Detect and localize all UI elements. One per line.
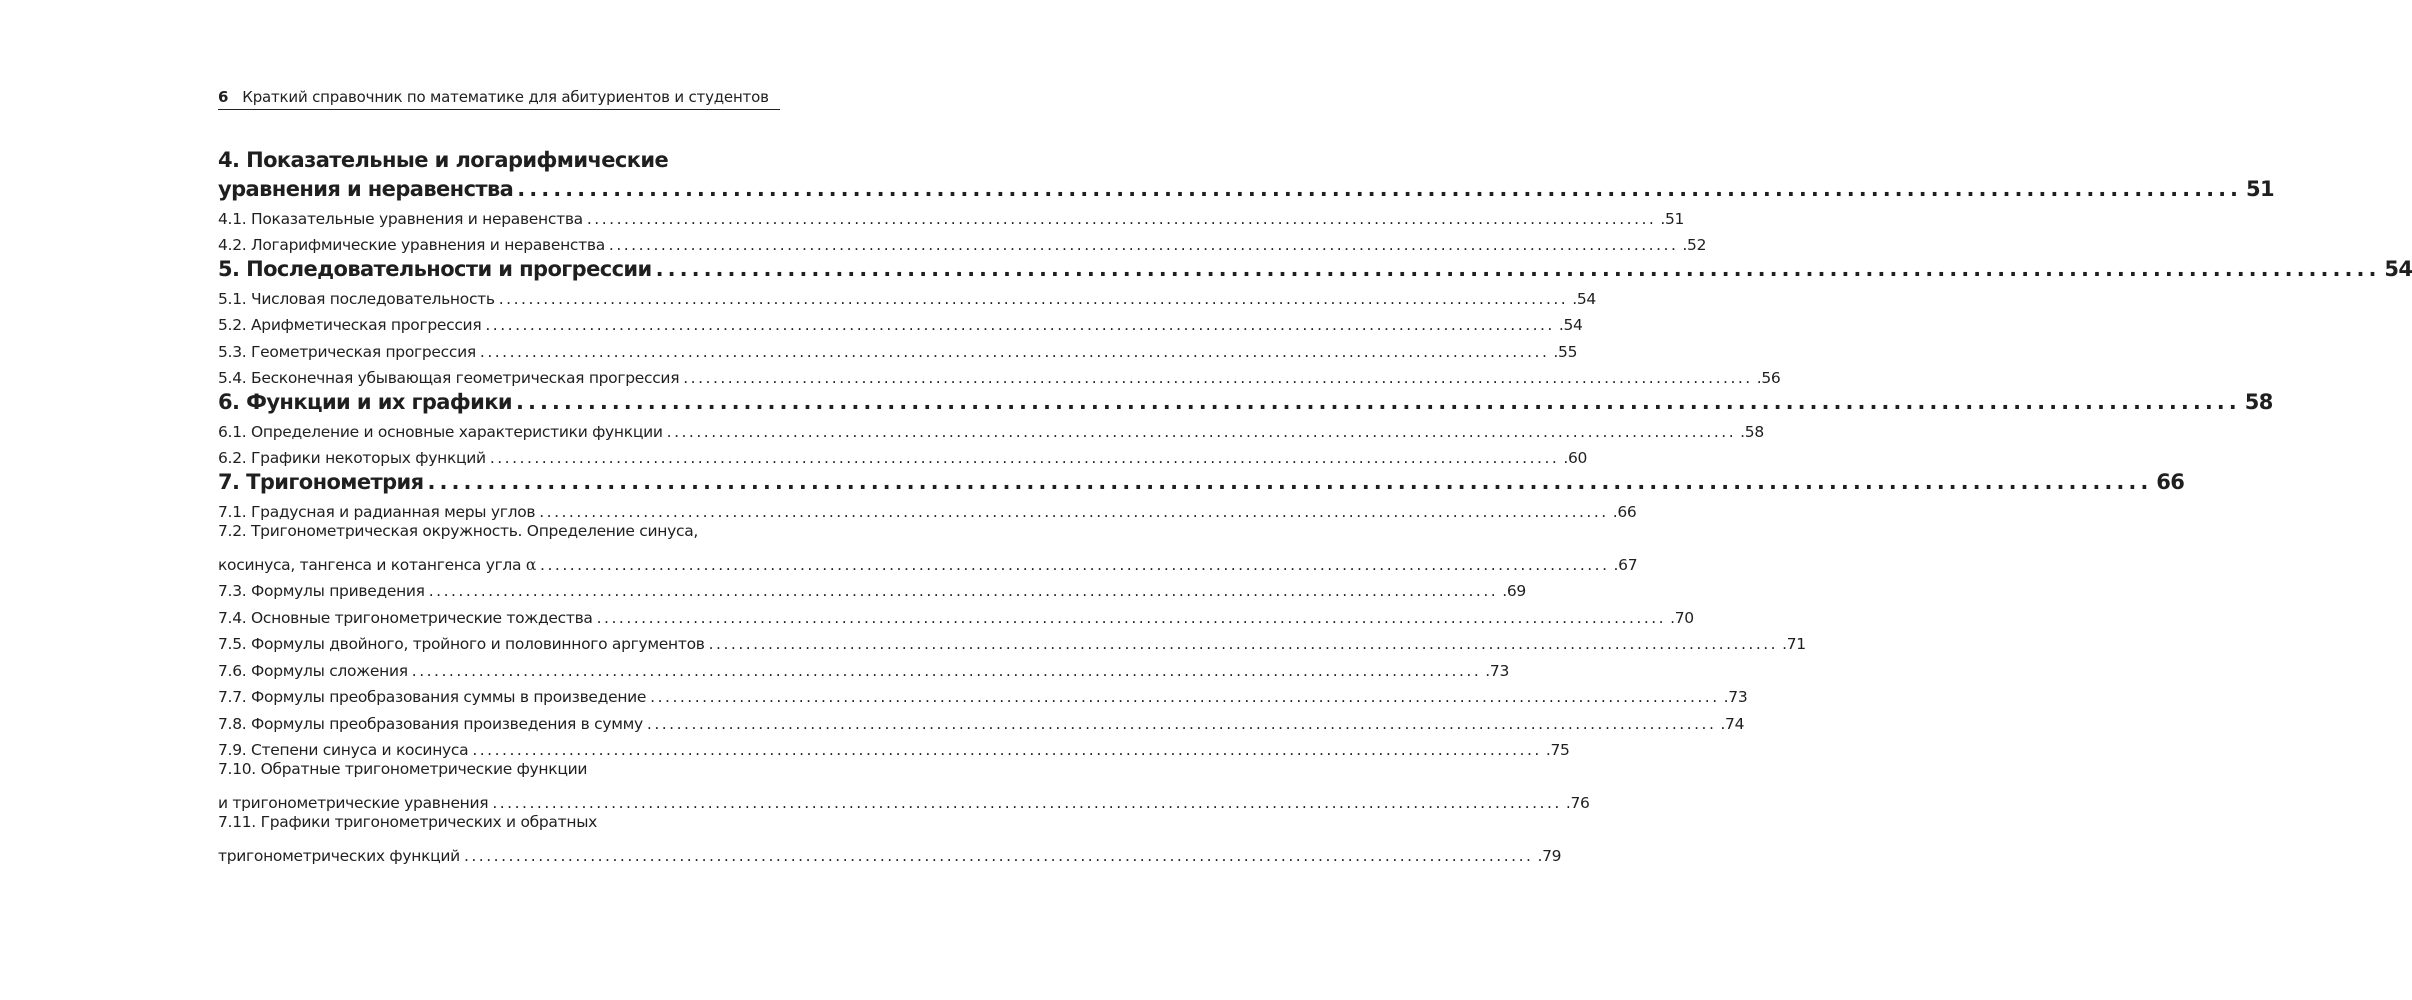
toc-page-number: 51: [2246, 176, 2275, 201]
toc-page-number: .79: [1537, 847, 1562, 866]
toc-section-title-line2: и тригонометрические уравнения: [218, 794, 489, 813]
dot-leader: ................................................................................................................................................: [492, 794, 1562, 813]
toc-page-number: .55: [1553, 342, 1578, 361]
toc-page-number: .51: [1660, 209, 1685, 228]
toc-page-number: .54: [1572, 289, 1596, 308]
toc-section-title: 4.2. Логарифмические уравнения и неравенства: [218, 236, 605, 255]
toc-section-title: 7.1. Градусная и радианная меры углов: [218, 502, 536, 521]
toc-page-number: .56: [1756, 369, 1781, 388]
toc-page-number: .73: [1485, 661, 1510, 680]
toc-page-number: .60: [1563, 449, 1588, 468]
toc-page-number: .74: [1720, 714, 1745, 733]
toc-section-title: 7.6. Формулы сложения: [218, 661, 408, 680]
toc-page-number: .73: [1723, 688, 1748, 707]
toc-section-title: 6.2. Графики некоторых функций: [218, 449, 486, 468]
dot-leader: ................................................................................................................................................: [650, 688, 1720, 707]
toc-section-title-line2: тригонометрических функций: [218, 847, 460, 866]
toc-section-title: 6.1. Определение и основные характеристики функции: [218, 422, 663, 441]
dot-leader: ................................................................................................................................................: [655, 256, 2381, 281]
table-of-contents: [218, 148, 2412, 866]
dot-leader: ................................................................................................................................................: [515, 389, 2241, 414]
toc-page-number: .69: [1502, 582, 1526, 601]
toc-section-title: 7.8. Формулы преобразования произведения в сумму: [218, 714, 643, 733]
dot-leader: ................................................................................................................................................: [427, 469, 2153, 494]
toc-chapter-4-title-line2: уравнения и неравенства: [218, 176, 514, 201]
toc-section-7-5[interactable]: [218, 628, 1806, 655]
toc-chapter-title: 7. Тригонометрия: [218, 469, 424, 494]
toc-chapter-title: 6. Функции и их графики: [218, 389, 512, 414]
toc-section-title: 7.5. Формулы двойного, тройного и половинного аргументов: [218, 635, 705, 654]
toc-page-number: .76: [1565, 794, 1590, 813]
toc-section-title: 5.4. Бесконечная убывающая геометрическая прогрессия: [218, 369, 680, 388]
toc-section-7-10[interactable]: [218, 787, 1590, 814]
toc-section-title: 7.9. Степени синуса и косинуса: [218, 741, 469, 760]
toc-section-5-3[interactable]: [218, 335, 1578, 362]
toc-section-title: 5.3. Геометрическая прогрессия: [218, 342, 476, 361]
dot-leader: ................................................................................................................................................: [485, 316, 1555, 335]
toc-section-title: 7.7. Формулы преобразования суммы в произведение: [218, 688, 647, 707]
dot-leader: ................................................................................................................................................: [517, 176, 2243, 201]
dot-leader: ................................................................................................................................................: [498, 289, 1569, 308]
toc-chapter-5[interactable]: [218, 255, 2412, 282]
toc-section-7-8[interactable]: [218, 707, 1745, 734]
dot-leader: ................................................................................................................................................: [428, 582, 1499, 601]
toc-section-title: 5.2. Арифметическая прогрессия: [218, 316, 482, 335]
toc-section-5-4[interactable]: [218, 362, 1781, 389]
toc-section-7-11[interactable]: [218, 840, 1562, 867]
toc-page-number: .52: [1682, 236, 1707, 255]
toc-page-number: 66: [2156, 469, 2185, 494]
dot-leader: ................................................................................................................................................: [608, 236, 1679, 255]
dot-leader: ................................................................................................................................................: [472, 741, 1542, 760]
dot-leader: ................................................................................................................................................: [540, 555, 1610, 574]
toc-section-7-6[interactable]: [218, 654, 1510, 681]
dot-leader: ................................................................................................................................................: [489, 449, 1560, 468]
toc-section-7-2[interactable]: [218, 548, 1638, 575]
dot-leader: ................................................................................................................................................: [596, 608, 1667, 627]
toc-section-7-3[interactable]: [218, 575, 1526, 602]
toc-section-7-1[interactable]: [218, 495, 1637, 522]
toc-chapter-7[interactable]: [218, 468, 2185, 495]
alpha-symbol: α: [525, 555, 537, 574]
toc-chapter-6[interactable]: [218, 388, 2273, 415]
toc-section-6-1[interactable]: [218, 415, 1764, 442]
toc-section-title: 7.3. Формулы приведения: [218, 582, 425, 601]
toc-section-title: 4.1. Показательные уравнения и неравенства: [218, 209, 583, 228]
toc-section-7-2-line1: 7.2. Тригонометрическая окружность. Определение синуса,: [218, 521, 699, 540]
dot-leader: ................................................................................................................................................: [539, 502, 1609, 521]
dot-leader: ................................................................................................................................................: [683, 369, 1753, 388]
dot-leader: ................................................................................................................................................: [646, 714, 1717, 733]
toc-section-6-2[interactable]: [218, 442, 1588, 469]
toc-chapter-title: 5. Последовательности и прогрессии: [218, 256, 652, 281]
toc-section-title-line2: [218, 556, 536, 575]
toc-page-number: .66: [1612, 502, 1637, 521]
dot-leader: ................................................................................................................................................: [708, 635, 1779, 654]
toc-page-number: 54: [2384, 256, 2412, 281]
toc-page-number: .71: [1782, 635, 1806, 654]
toc-page-number: .67: [1613, 555, 1638, 574]
toc-section-7-9[interactable]: [218, 734, 1570, 761]
toc-section-text: косинуса, тангенса и котангенса угла: [218, 555, 526, 574]
toc-chapter-4-title-line1: 4. Показательные и логарифмические: [218, 148, 669, 172]
toc-section-7-10-line1: 7.10. Обратные тригонометрические функции: [218, 760, 588, 778]
toc-section-5-1[interactable]: [218, 282, 1596, 309]
toc-page-number: .58: [1740, 422, 1764, 441]
toc-section-title: 5.1. Числовая последовательность: [218, 289, 495, 308]
dot-leader: ................................................................................................................................................: [463, 847, 1534, 866]
toc-page-number: .70: [1670, 608, 1694, 627]
toc-section-4-2[interactable]: [218, 229, 1707, 256]
toc-chapter-4[interactable]: [218, 175, 2275, 202]
running-header: [218, 82, 780, 110]
running-title: Краткий справочник по математике для абитуриентов и студентов: [242, 88, 769, 106]
dot-leader: ................................................................................................................................................: [666, 422, 1737, 441]
toc-page-number: .54: [1558, 316, 1583, 335]
toc-section-title: 7.4. Основные тригонометрические тождества: [218, 608, 593, 627]
toc-page-number: .75: [1545, 741, 1570, 760]
dot-leader: ................................................................................................................................................: [586, 209, 1657, 228]
toc-section-7-11-line1: 7.11. Графики тригонометрических и обратных: [218, 813, 598, 831]
toc-page-number: 58: [2244, 389, 2273, 414]
toc-section-7-7[interactable]: [218, 681, 1748, 708]
toc-section-7-4[interactable]: [218, 601, 1694, 628]
page-number: 6: [218, 88, 229, 106]
toc-section-4-1[interactable]: [218, 202, 1685, 229]
toc-section-5-2[interactable]: [218, 309, 1583, 336]
dot-leader: ................................................................................................................................................: [479, 342, 1550, 361]
dot-leader: ................................................................................................................................................: [411, 661, 1482, 680]
